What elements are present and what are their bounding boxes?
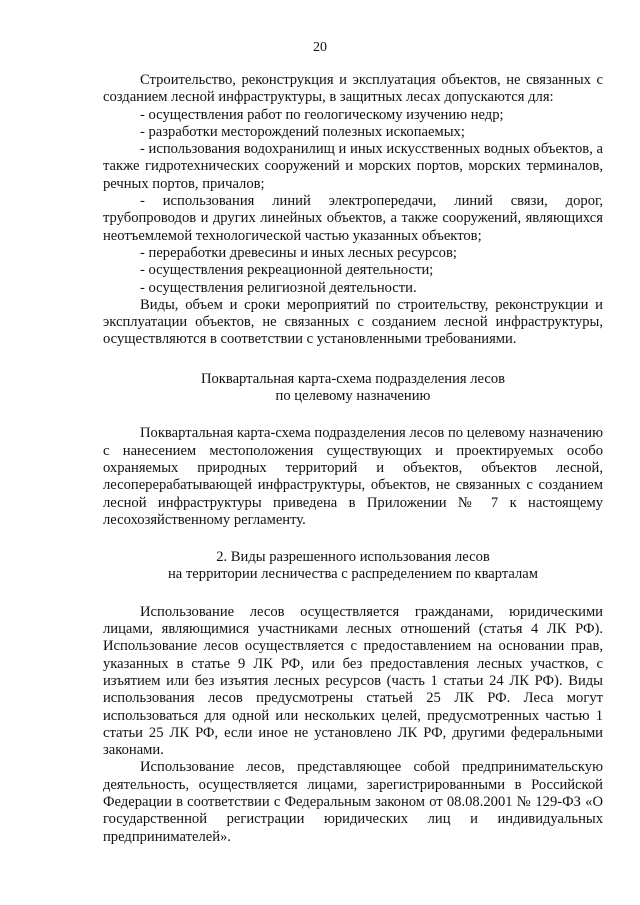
list-item: - осуществления религиозной деятельности. xyxy=(140,279,417,296)
document-body xyxy=(103,72,603,846)
section1-closing: Виды, объем и сроки мероприятий по строительству, реконструкции и эксплуатации объектов, не связанных с созданием лесной инфраструктуры, осуществляются в соответствии с установленными требованиями. xyxy=(103,296,603,348)
list-item: - переработки древесины и иных лесных ресурсов; xyxy=(140,244,457,261)
section3-heading-line2: на территории лесничества с распределением по кварталам xyxy=(167,566,539,583)
section2-heading-line1: Поквартальная карта-схема подразделения лесов xyxy=(200,370,506,387)
section2-heading-line2: по целевому назначению xyxy=(275,388,431,405)
section1-intro: Строительство, реконструкция и эксплуатация объектов, не связанных с созданием лесной инфраструктуры, в защитных лесах допускаются для: xyxy=(103,72,603,106)
section2-text: Поквартальная карта-схема подразделения лесов по целевому назначению с нанесением местоположения существующих и проектируемых особо охраняемых природных территорий и объектов, объектов лесной, лесоперерабатывающей инфраструктуры, объектов, не связанных с созданием лесной инфраструктуры приведена в Приложении № 7 к настоящему лесохозяйственному регламенту. xyxy=(103,425,603,528)
section3-paragraph-2: Использование лесов, представляющее собой предпринимательскую деятельность, осуществляется лицами, зарегистрированными в Российской Федерации в соответствии с Федеральным законом от 08.08.2001 № 129-ФЗ «О государственной регистрации юридических лиц и индивидуальных предпринимателей». xyxy=(103,759,603,845)
list-item: - использования водохранилищ и иных искусственных водных объектов, а также гидротехнических сооружений и морских портов, морских терминалов, речных портов, причалов; xyxy=(103,141,603,192)
page-number: 20 xyxy=(313,40,327,55)
list-item: - использования линий электропередачи, линий связи, дорог, трубопроводов и других линейных объектов, а также сооружений, являющихся неотъемлемой технологической частью указанных объектов; xyxy=(103,193,603,244)
list-item: - осуществления работ по геологическому изучению недр; xyxy=(140,106,504,123)
section3-heading-line1: 2. Виды разрешенного использования лесов xyxy=(216,549,490,566)
list-item: - осуществления рекреационной деятельности; xyxy=(140,262,434,279)
section3-paragraph-1: Использование лесов осуществляется гражданами, юридическими лицами, являющимися участниками лесных отношений (статья 4 ЛК РФ). Использование лесов осуществляется с предоставлением на основании прав, указанных в статье 9 ЛК РФ, или без предоставления лесных участков, с изъятием или без изъятия лесных ресурсов (часть 1 статьи 24 ЛК РФ). Виды использования лесов предусмотрены статьей 25 ЛК РФ. Леса могут использоваться для одной или нескольких целей, предусмотренных частью 1 статьи 25 ЛК РФ, если иное не установлено ЛК РФ, другими федеральными законами. xyxy=(103,603,603,759)
list-item: - разработки месторождений полезных ископаемых; xyxy=(140,123,465,140)
